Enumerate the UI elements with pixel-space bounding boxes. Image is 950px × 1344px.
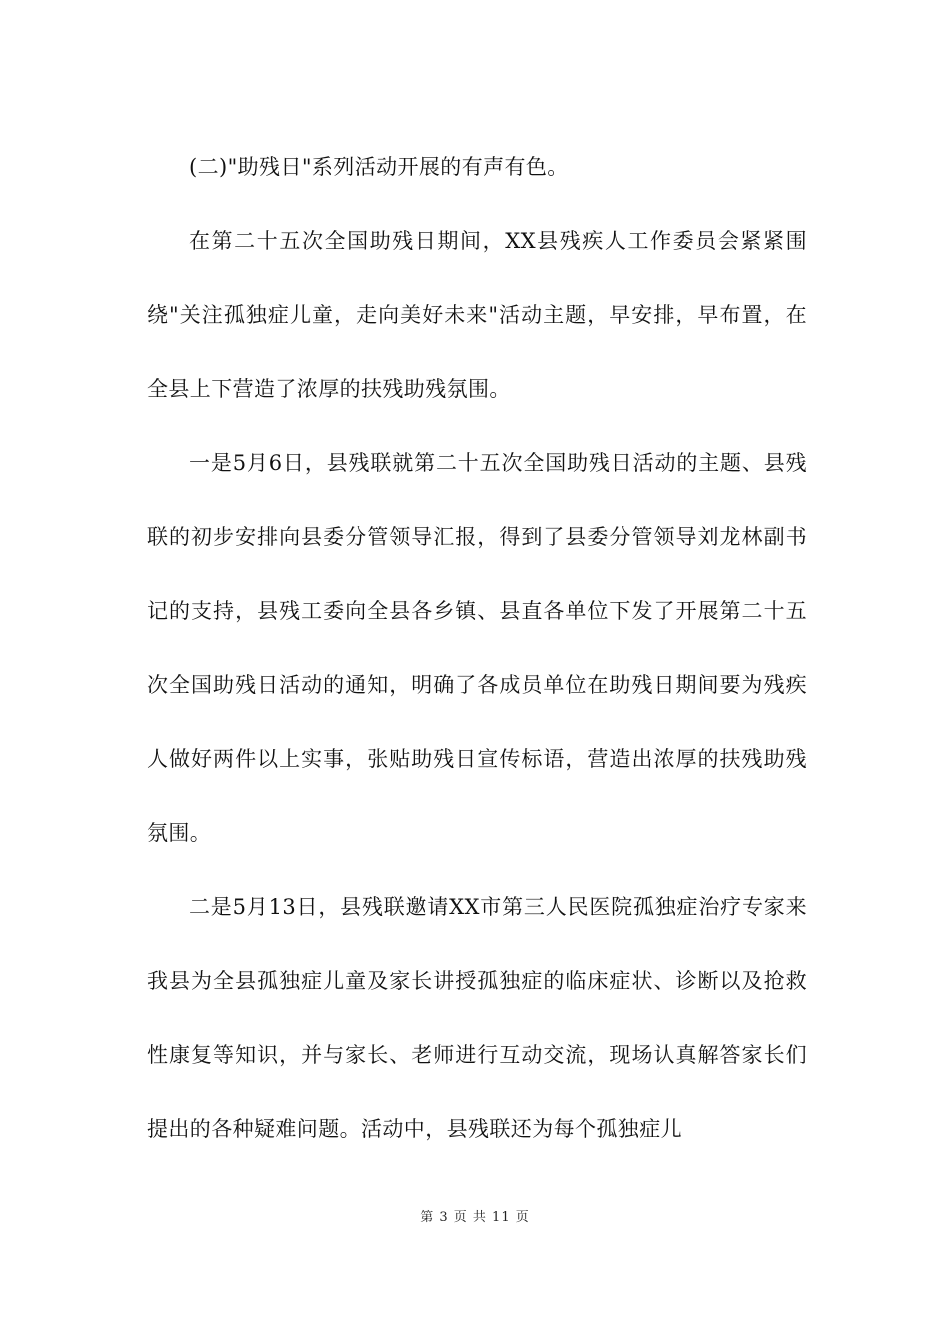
paragraph-heading: (二)"助残日"系列活动开展的有声有色。: [189, 155, 569, 179]
document-body: [147, 130, 807, 1166]
paragraph-item-one: 一是5月6日，县残联就第二十五次全国助残日活动的主题、县残联的初步安排向县委分管领导汇报，得到了县委分管领导刘龙林副书记的支持，县残工委向全县各乡镇、县直各单位下发了开展第二十五次全国助残日活动的通知，明确了各成员单位在助残日期间要为残疾人做好两件以上实事，张贴助残日宣传标语，营造出浓厚的扶残助残氛围。: [147, 451, 807, 845]
paragraph-item-two: 二是5月13日，县残联邀请XX市第三人民医院孤独症治疗专家来我县为全县孤独症儿童及家长讲授孤独症的临床症状、诊断以及抢救性康复等知识，并与家长、老师进行互动交流，现场认真解答家长们提出的各种疑难问题。活动中，县残联还为每个孤独症儿: [147, 895, 807, 1141]
paragraph-intro: 在第二十五次全国助残日期间，XX县残疾人工作委员会紧紧围绕"关注孤独症儿童，走向美好未来"活动主题，早安排，早布置，在全县上下营造了浓厚的扶残助残氛围。: [147, 229, 807, 401]
page-footer: [0, 1206, 950, 1225]
page-number-text: 第 3 页 共 11 页: [420, 1210, 530, 1225]
